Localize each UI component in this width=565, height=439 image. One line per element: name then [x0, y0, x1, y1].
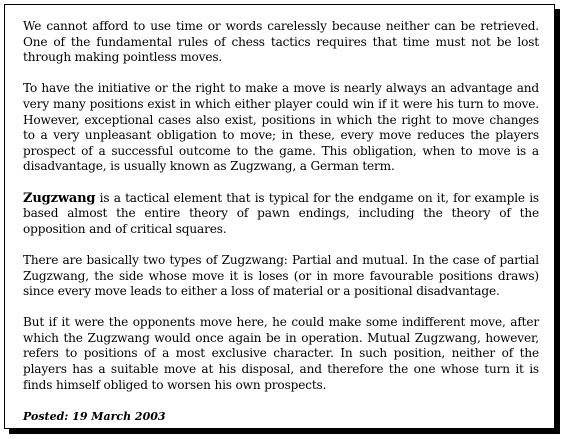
paragraph-mutual: But if it were the opponents move here, he could make some indifferent move, after which the Zugzwang would once again be in operation. Mutual Zugzwang, however, refers to positions of a most exclusive character. In such position, neither of the players has a suitable move at his disposal, and therefore the one whose turn it is finds himself obliged to worsen his own prospects. [23, 315, 539, 392]
article-body [23, 19, 539, 424]
paragraph-initiative: To have the initiative or the right to make a move is nearly always an advantage and very many positions exist in which either player could win if it were his turn to move. However, exceptional cases also exist, positions in which the right to move changes to a very unpleasant obligation to move; in these, every move reduces the players prospect of a successful outcome to the game. This obligation, when to move is a disadvantage, is usually known as Zugzwang, a German term. [23, 81, 539, 174]
zugzwang-definition-text: is a tactical element that is typical for the endgame on it, for example is based almost the entire theory of pawn endings, including the theory of the opposition and of critical squares. [23, 190, 539, 236]
posted-date: Posted: 19 March 2003 [23, 409, 166, 423]
paragraph-intro: We cannot afford to use time or words carelessly because neither can be retrieved. One of the fundamental rules of chess tactics requires that time must not be lost through making pointless moves. [23, 19, 539, 65]
zugzwang-term: Zugzwang [23, 190, 96, 206]
paragraph-types: There are basically two types of Zugzwang: Partial and mutual. In the case of partial Zugzwang, the side whose move it is loses (or in more favourable positions draws) since every move leads to either a loss of material or a positional disadvantage. [23, 252, 539, 299]
article-frame [4, 4, 555, 429]
paragraph-zugzwang-definition [23, 191, 539, 238]
